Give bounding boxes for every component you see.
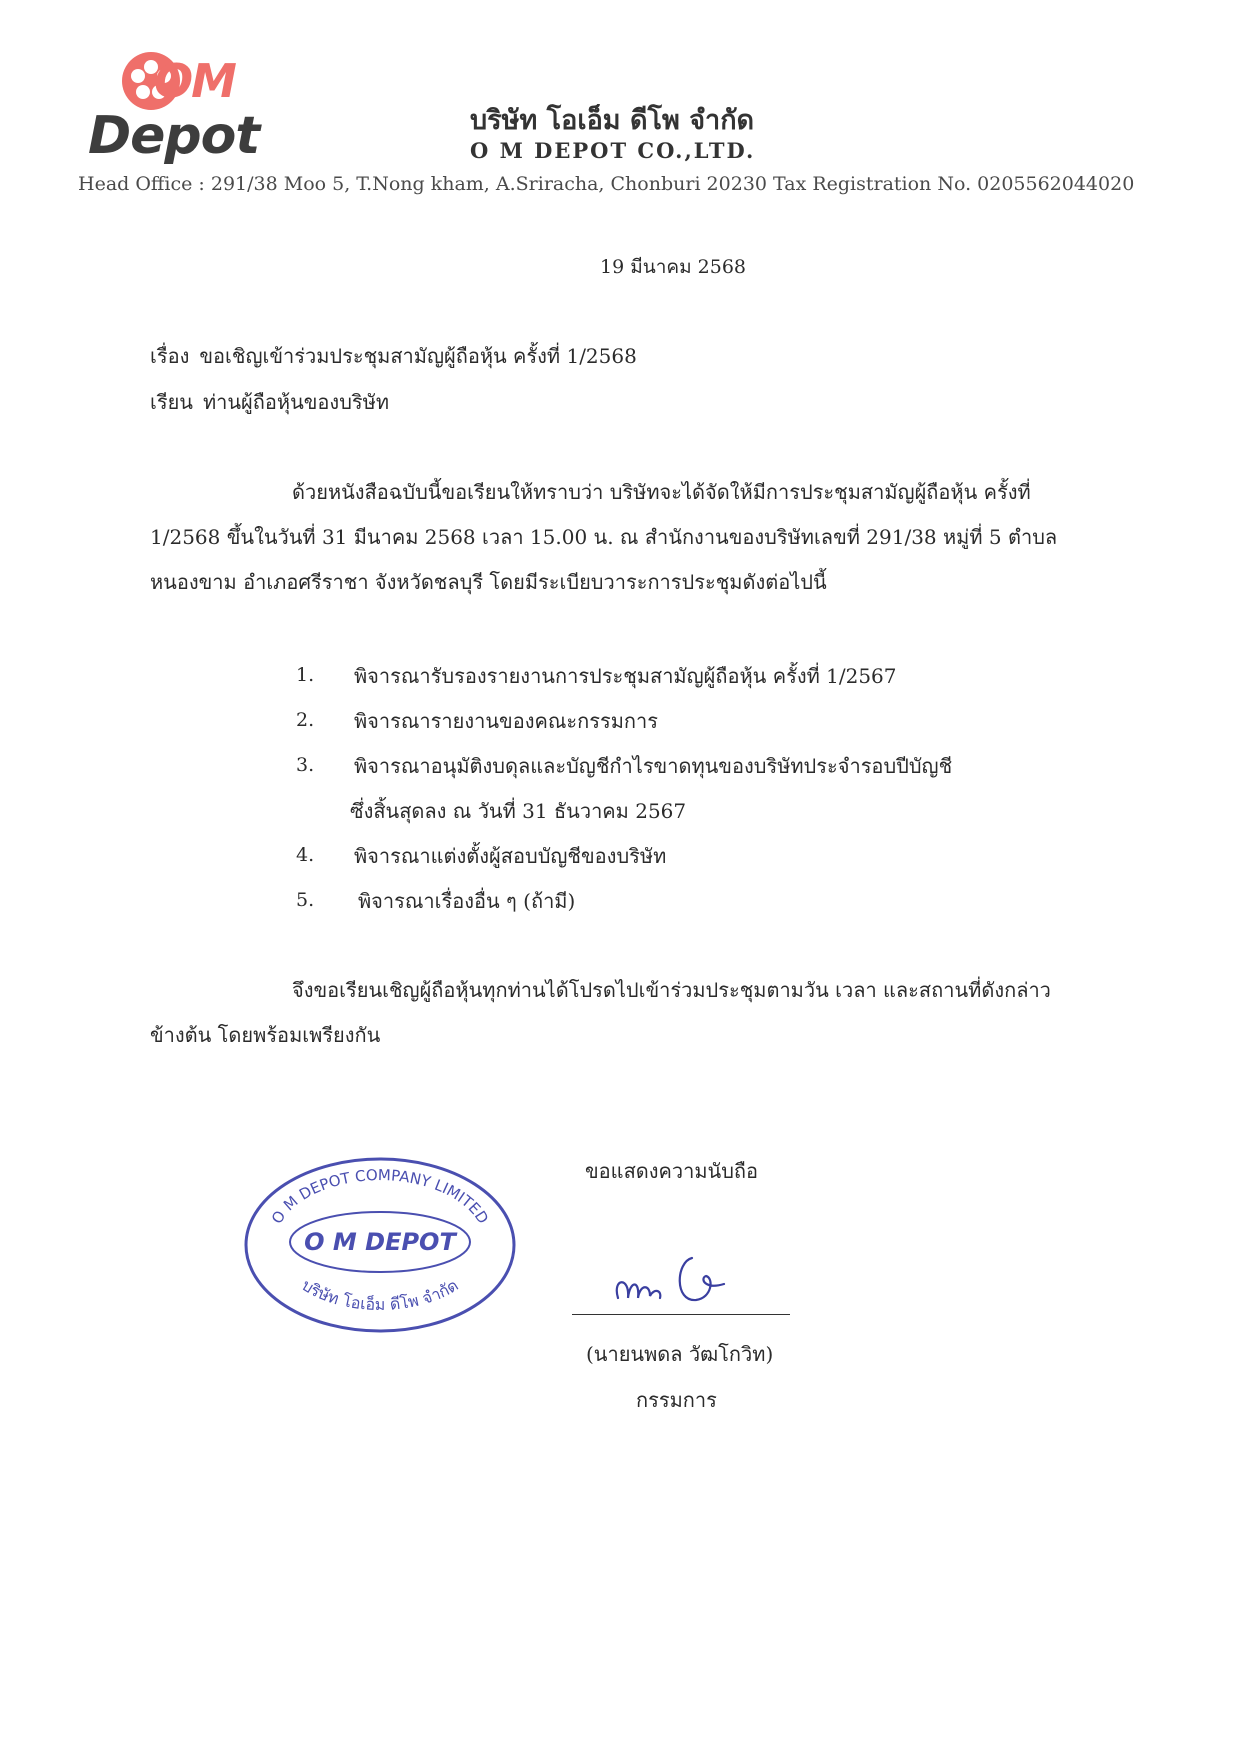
stamp-center-text: O M DEPOT xyxy=(304,1228,456,1256)
closing-paragraph-line-1: จึงขอเรียนเชิญผู้ถือหุ้นทุกท่านได้โปรดไปเข้าร่วมประชุมตามวัน เวลา และสถานที่ดังกล่าว xyxy=(292,978,1051,1002)
agenda-item: พิจารณารับรองรายงานการประชุมสามัญผู้ถือหุ้น ครั้งที่ 1/2567 xyxy=(354,664,897,688)
recipient-value: ท่านผู้ถือหุ้นของบริษัท xyxy=(202,390,390,414)
recipient-label: เรียน xyxy=(150,390,193,414)
subject-value: ขอเชิญเข้าร่วมประชุมสามัญผู้ถือหุ้น ครั้งที่ 1/2568 xyxy=(199,344,637,368)
company-name-thai: บริษัท โอเอ็ม ดีโพ จำกัด xyxy=(470,105,755,136)
closing-paragraph-line-2: ข้างต้น โดยพร้อมเพรียงกัน xyxy=(150,1023,381,1047)
signature-line xyxy=(572,1314,790,1315)
agenda-number: 4. xyxy=(296,844,315,866)
company-logo xyxy=(86,48,308,166)
logo-om-text: OM xyxy=(154,54,235,108)
signer-position: กรรมการ xyxy=(636,1388,717,1412)
agenda-item: พิจารณาแต่งตั้งผู้สอบบัญชีของบริษัท xyxy=(354,844,667,868)
handwritten-signature xyxy=(600,1248,740,1318)
signer-name: (นายนพดล วัฒโกวิท) xyxy=(586,1342,774,1366)
head-office-address: Head Office : 291/38 Moo 5, T.Nong kham, A.Sriracha, Chonburi 20230 Tax Registration No. 0205562044020 xyxy=(78,173,1135,195)
agenda-item: พิจารณาเรื่องอื่น ๆ (ถ้ามี) xyxy=(358,889,576,913)
company-stamp xyxy=(240,1150,520,1340)
subject-line xyxy=(150,340,637,372)
intro-paragraph-line-3: หนองขาม อำเภอศรีราชา จังหวัดชลบุรี โดยมีระเบียบวาระการประชุมดังต่อไปนี้ xyxy=(150,570,827,594)
agenda-item: พิจารณาอนุมัติงบดุลและบัญชีกำไรขาดทุนของบริษัทประจำรอบปีบัญชี xyxy=(354,754,953,778)
recipient-line xyxy=(150,386,389,418)
agenda-number: 1. xyxy=(296,664,315,686)
agenda-number: 5. xyxy=(296,889,315,911)
agenda-item: พิจารณารายงานของคณะกรรมการ xyxy=(354,709,659,733)
agenda-item-continuation: ซึ่งสิ้นสุดลง ณ วันที่ 31 ธันวาคม 2567 xyxy=(350,799,687,823)
company-name-english: O M DEPOT CO.,LTD. xyxy=(470,138,756,163)
letter-date: 19 มีนาคม 2568 xyxy=(600,256,747,278)
intro-paragraph-line-1: ด้วยหนังสือฉบับนี้ขอเรียนให้ทราบว่า บริษัทจะได้จัดให้มีการประชุมสามัญผู้ถือหุ้น ครั้งที่ xyxy=(292,480,1031,504)
logo-depot-text: Depot xyxy=(88,106,260,166)
stamp-top-text: O M DEPOT COMPANY LIMITED xyxy=(267,1165,493,1228)
regards-text: ขอแสดงความนับถือ xyxy=(585,1159,759,1183)
intro-paragraph-line-2: 1/2568 ขึ้นในวันที่ 31 มีนาคม 2568 เวลา 15.00 น. ณ สำนักงานของบริษัทเลขที่ 291/38 หมู่ที่ 5 ตำบล xyxy=(150,525,1058,549)
agenda-number: 2. xyxy=(296,709,315,731)
agenda-number: 3. xyxy=(296,754,315,776)
subject-label: เรื่อง xyxy=(150,344,190,368)
stamp-bottom-text: บริษัท โอเอ็ม ดีโพ จำกัด xyxy=(298,1275,462,1314)
